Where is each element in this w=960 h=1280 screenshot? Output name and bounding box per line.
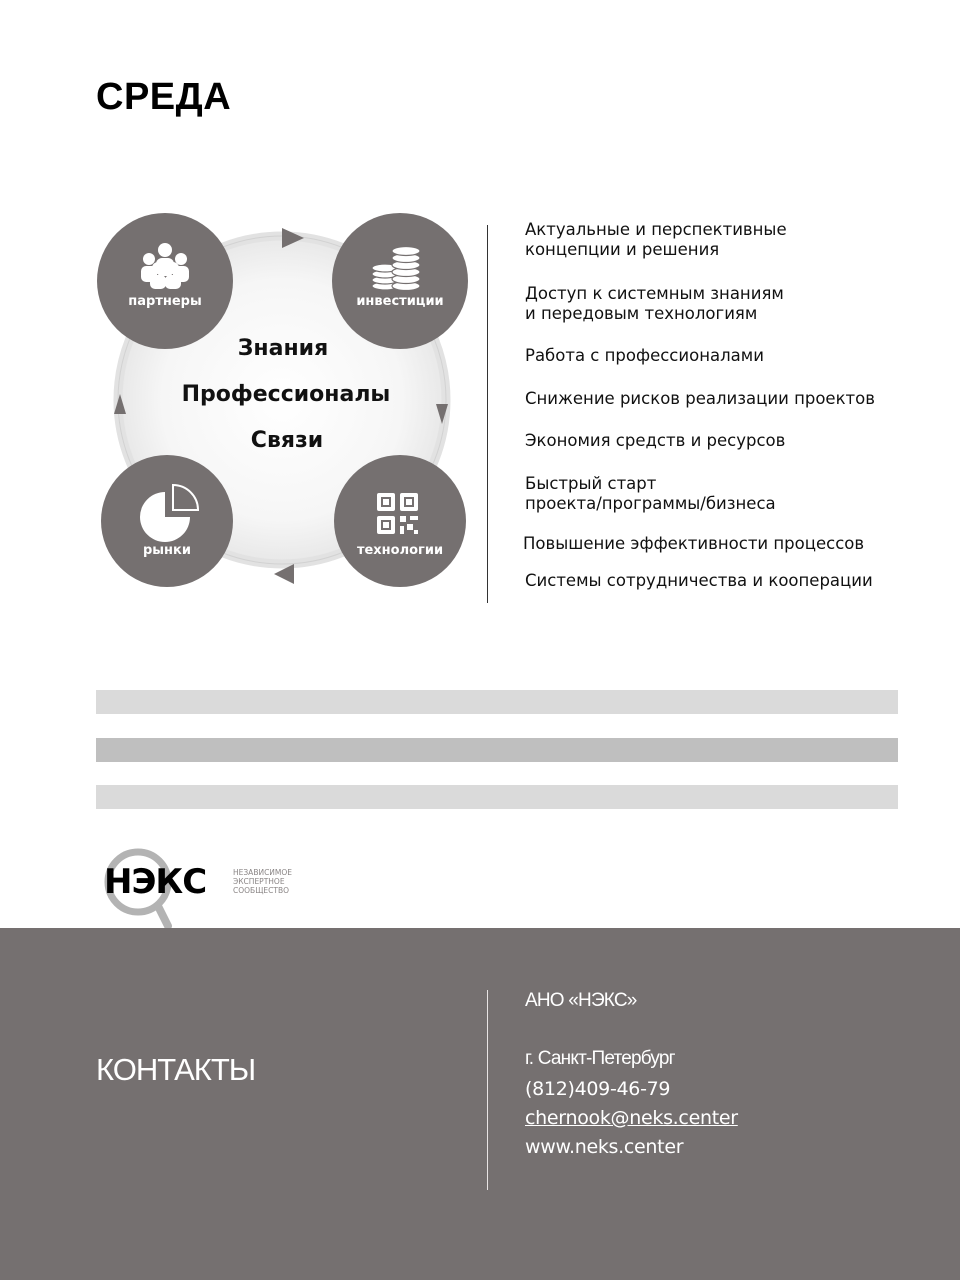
- footer-divider: [487, 990, 488, 1190]
- logo-tagline-line: НЕЗАВИСИМОЕ: [233, 868, 293, 877]
- page-title: СРЕДА: [96, 76, 232, 118]
- logo-tagline-line: СООБЩЕСТВО: [233, 886, 289, 895]
- stripe-light-top: [96, 690, 898, 714]
- stripe-light-bottom: [96, 785, 898, 809]
- contact-email-link[interactable]: chernook@neks.center: [525, 1107, 738, 1129]
- benefit-item: Актуальные и перспективные концепции и решения: [525, 220, 787, 259]
- center-word-knowledge: Знания: [237, 336, 329, 361]
- benefit-item: Повышение эффективности процессов: [523, 534, 865, 553]
- contact-city: г. Санкт-Петербург: [525, 1048, 675, 1069]
- contact-website: www.neks.center: [525, 1136, 684, 1158]
- benefit-item: Снижение рисков реализации проектов: [525, 389, 875, 408]
- benefit-item: Экономия средств и ресурсов: [525, 431, 786, 450]
- stripe-mid: [96, 738, 898, 762]
- cycle-diagram: [96, 208, 476, 600]
- markets-label: рынки: [143, 543, 191, 558]
- contact-org: АНО «НЭКС»: [525, 990, 637, 1011]
- benefit-item: Быстрый старт проекта/программы/бизнеса: [525, 474, 776, 513]
- logo-tagline-line: ЭКСПЕРТНОЕ: [233, 877, 285, 886]
- investments-label: инвестиции: [356, 294, 444, 309]
- benefit-item: Системы сотрудничества и кооперации: [525, 571, 873, 590]
- partners-label: партнеры: [128, 294, 202, 309]
- logo-wordmark: НЭКС: [104, 862, 207, 902]
- contact-phone: (812)409-46-79: [525, 1078, 671, 1100]
- center-word-connections: Связи: [250, 428, 324, 453]
- benefit-item: Доступ к системным знаниям и передовым технологиям: [525, 284, 784, 323]
- center-word-professionals: Профессионалы: [181, 382, 391, 407]
- logo-tagline: [233, 868, 323, 895]
- technologies-label: технологии: [356, 543, 444, 558]
- neks-logo: [100, 846, 320, 930]
- contacts-footer: [0, 928, 960, 1280]
- vertical-divider: [487, 225, 488, 603]
- contacts-heading: КОНТАКТЫ: [96, 1052, 256, 1087]
- benefit-item: Работа с профессионалами: [525, 346, 764, 365]
